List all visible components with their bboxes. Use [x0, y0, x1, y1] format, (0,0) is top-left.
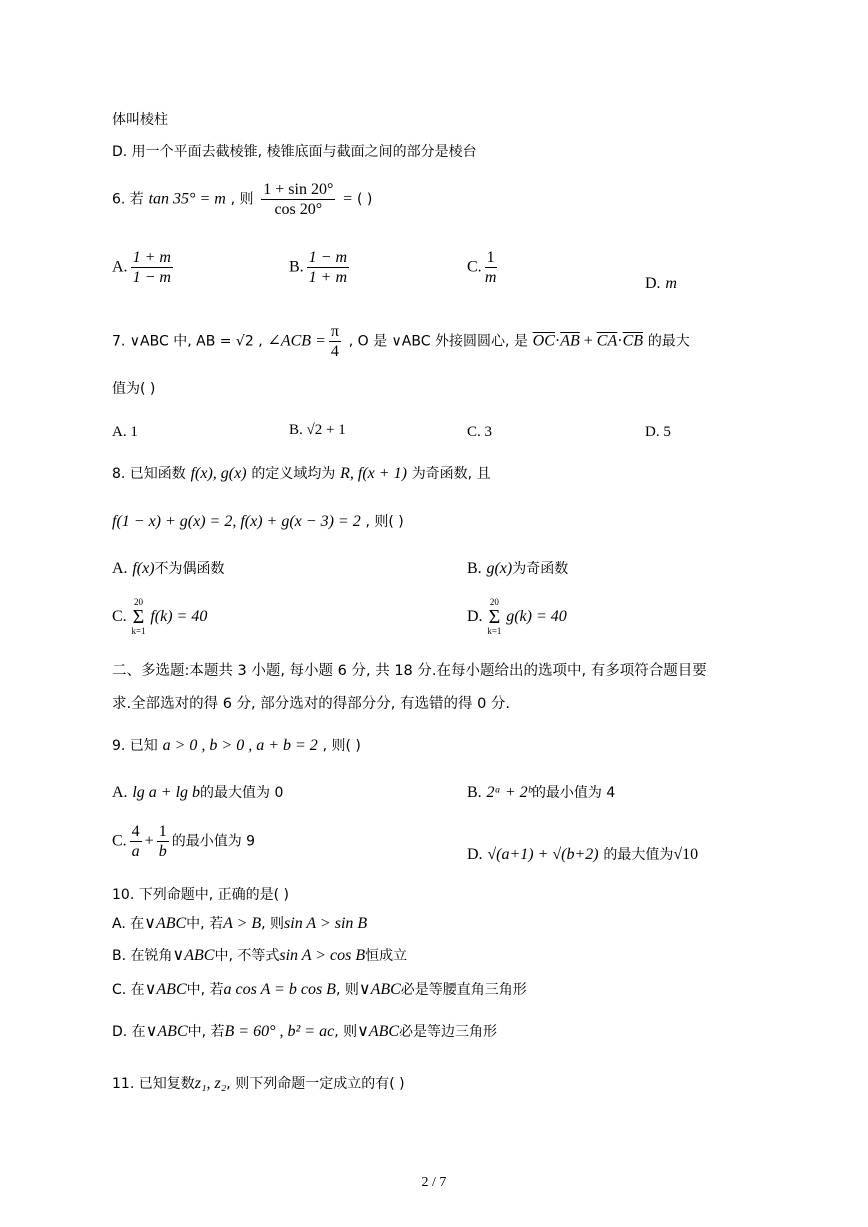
question-8-stem: 8. 已知函数 f(x), g(x) 的定义域均为 R, f(x + 1) 为奇函数, 且	[112, 465, 491, 482]
option-6b: B. $\frac{1 - m}{1 + m}$	[289, 249, 348, 287]
section-heading-cont: 求.全部选对的得 6 分, 部分选对的得部分分, 有选错的得 0 分.	[112, 696, 511, 712]
option-7c: C. 3	[467, 424, 493, 440]
fraction: $\frac{1 + \sin 20^\circ}{\cos 20^\circ}$	[263, 181, 334, 219]
question-6-stem: 6. 若 tan 35° = m , 则 $\frac{1 + \sin 20^\circ}{\cos 20^\circ}$ = ( )	[112, 181, 373, 219]
option-9c: C. $\frac{4}{a}$ + $\frac{1}{b}$ 的最小值为 9	[112, 823, 256, 861]
text-line: D. 用一个平面去截棱锥, 棱锥底面与截面之间的部分是棱台	[112, 144, 477, 160]
question-7-stem: 7. ∨ABC 中, AB = √2 , ∠ACB = $\frac{\pi}{4}$ , O 是 ∨ABC 外接圆圆心, 是 $\overline{OC}\cdot\overline{AB} + \overline{CA}\cdot\overline{CB}$ 的最大	[112, 323, 690, 361]
section-heading: 二、多选题:本题共 3 小题, 每小题 6 分, 共 18 分.在每小题给出的选项中, 有多项符合题目要	[112, 663, 707, 679]
text-line: 体叫棱柱	[112, 112, 168, 128]
option-8d: D. 20 Σ k=1 g(k) = 40	[467, 597, 567, 636]
option-10c: C. 在∨ABC中, 若a cos A = b cos B, 则∨ABC必是等腰直角三角形	[112, 981, 527, 998]
question-7-stem-cont: 值为( )	[112, 381, 156, 397]
question-8-condition: f(1 − x) + g(x) = 2, f(x) + g(x − 3) = 2 , 则( )	[112, 513, 404, 530]
option-6a: A. $\frac{1 + m}{1 - m}$	[112, 249, 171, 287]
option-10b: B. 在锐角∨ABC中, 不等式sin A > cos B恒成立	[112, 947, 408, 964]
option-9b: B. 2ᵃ + 2ᵇ的最小值为 4	[467, 784, 616, 801]
option-7d: D. 5	[645, 424, 671, 440]
option-10a: A. 在∨ABC中, 若A > B, 则sin A > sin B	[112, 915, 368, 932]
option-7a: A. 1	[112, 424, 138, 440]
option-7b: B. √2 + 1	[289, 422, 346, 438]
page-number: 2 / 7	[421, 1175, 447, 1190]
option-6c: C. $\frac{1}{m}$	[467, 249, 497, 287]
option-6d: D. m	[645, 275, 677, 292]
question-9-stem: 9. 已知 a > 0 , b > 0 , a + b = 2 , 则( )	[112, 737, 361, 754]
option-8b: B. g(x)为奇函数	[467, 560, 569, 577]
question-10-stem: 10. 下列命题中, 正确的是( )	[112, 887, 289, 903]
option-10d: D. 在∨ABC中, 若B = 60° , b² = ac, 则∨ABC必是等边三角形	[112, 1023, 498, 1040]
option-9d: D. √(a+1) + √(b+2) 的最大值为√10	[467, 846, 699, 863]
option-9a: A. lg a + lg b的最大值为 0	[112, 784, 284, 801]
option-8c: C. 20 Σ k=1 f(k) = 40	[112, 597, 208, 636]
question-11-stem: 11. 已知复数z₁, z₂, 则下列命题一定成立的有( )	[112, 1075, 405, 1092]
option-8a: A. f(x)不为偶函数	[112, 560, 225, 577]
